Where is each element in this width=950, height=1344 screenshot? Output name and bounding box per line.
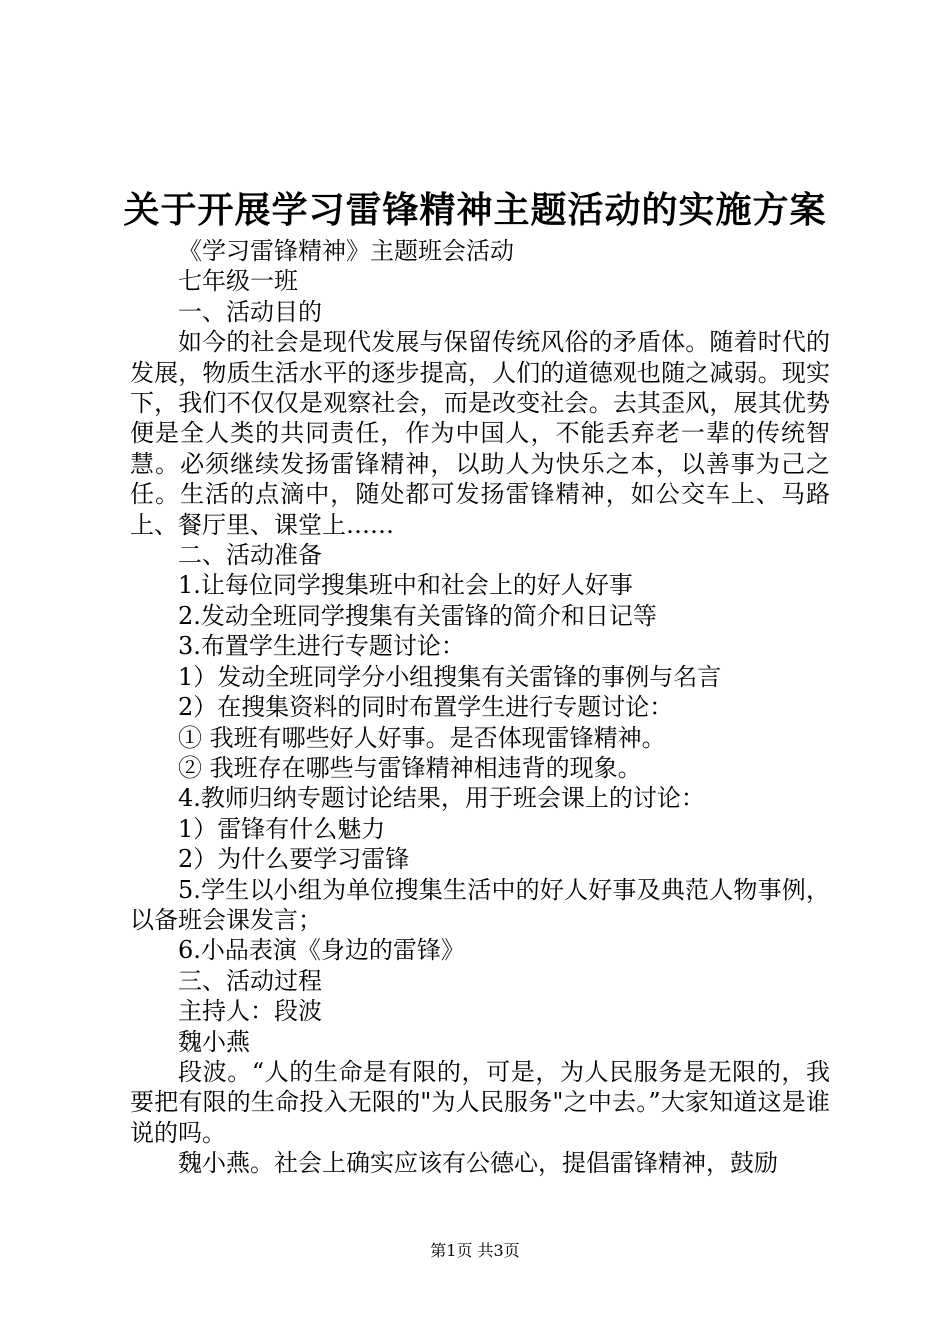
paragraph: 魏小燕	[178, 1027, 250, 1056]
list-item: 6.小品表演《身边的雷锋》	[178, 936, 465, 965]
list-item: 1.让每位同学搜集班中和社会上的好人好事	[178, 571, 633, 600]
paragraph: 《学习雷锋精神》主题班会活动	[178, 237, 514, 265]
paragraph: 七年级一班	[178, 267, 298, 296]
page-footer: 第1页 共3页	[430, 1241, 520, 1260]
list-item: 1）雷锋有什么魅力	[178, 814, 386, 843]
list-item: ① 我班有哪些好人好事。是否体现雷锋精神。	[178, 723, 666, 752]
section-heading: 一、活动目的	[178, 297, 322, 326]
document-title: 关于开展学习雷锋精神主题活动的实施方案	[123, 189, 827, 231]
paragraph: 魏小燕。社会上确实应该有公德心，提倡雷锋精神，鼓励	[178, 1149, 778, 1178]
document-body	[130, 236, 830, 1179]
list-item: 5.学生以小组为单位搜集生活中的好人好事及典范人物事例，以备班会课发言；	[130, 875, 830, 934]
list-item: ② 我班存在哪些与雷锋精神相违背的现象。	[178, 753, 642, 782]
list-item: 4.教师归纳专题讨论结果，用于班会课上的讨论：	[178, 784, 705, 813]
list-item: 2）在搜集资料的同时布置学生进行专题讨论：	[178, 693, 674, 722]
list-item: 2）为什么要学习雷锋	[178, 845, 410, 874]
list-item: 2.发动全班同学搜集有关雷锋的简介和日记等	[178, 601, 657, 630]
paragraph: 段波。“人的生命是有限的，可是，为人民服务是无限的，我要把有限的生命投入无限的"为人民服务"之中去。”大家知道这是谁说的吗。	[130, 1057, 830, 1147]
section-heading: 二、活动准备	[178, 541, 322, 570]
list-item: 3.布置学生进行专题讨论：	[178, 632, 465, 661]
paragraph: 主持人：段波	[178, 997, 322, 1026]
paragraph: 如今的社会是现代发展与保留传统风俗的矛盾体。随着时代的发展，物质生活水平的逐步提高，人们的道德观也随之减弱。现实下，我们不仅仅是观察社会，而是改变社会。去其歪风，展其优势便是全人类的共同责任，作为中国人，不能丢弃老一辈的传统智慧。必须继续发扬雷锋精神，以助人为快乐之本，以善事为己之任。生活的点滴中，随处都可发扬雷锋精神，如公交车上、马路上、餐厅里、课堂上……	[130, 328, 830, 539]
section-heading: 三、活动过程	[178, 966, 322, 995]
list-item: 1）发动全班同学分小组搜集有关雷锋的事例与名言	[178, 662, 722, 691]
